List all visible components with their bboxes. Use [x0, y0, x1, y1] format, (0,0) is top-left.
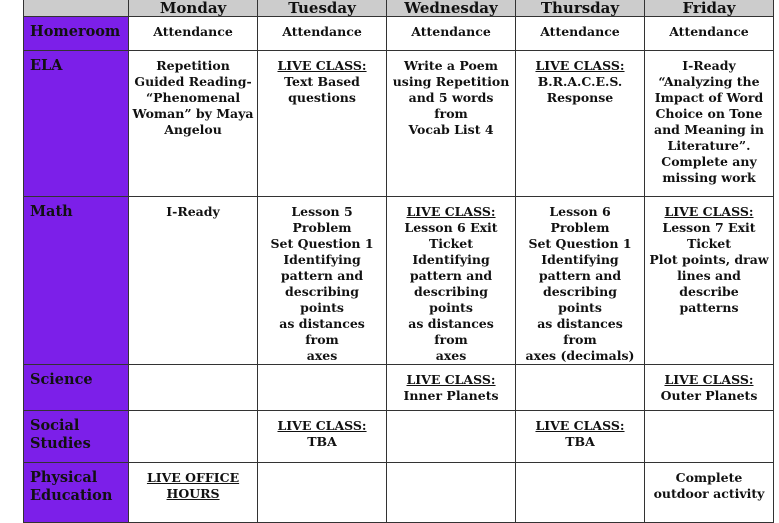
cell-text-line: Vocab List 4 — [408, 122, 494, 137]
schedule-cell — [387, 463, 516, 523]
day-header: Thursday — [516, 0, 645, 17]
cell-text-line: Guided Reading- — [134, 74, 252, 89]
schedule-row — [24, 365, 774, 411]
cell-text-line: and Meaning in — [653, 122, 764, 137]
schedule-cell — [258, 463, 387, 523]
subject-label — [24, 463, 129, 523]
schedule-cell — [129, 365, 258, 411]
cell-text-line: Set Question 1 — [528, 236, 632, 251]
live-class-link[interactable]: LIVE CLASS: — [535, 58, 625, 73]
cell-text-line: Inner Planets — [403, 388, 499, 403]
cell-text-line: axes — [435, 348, 467, 363]
schedule-cell — [644, 463, 773, 523]
schedule-cell — [516, 411, 645, 463]
subject-label-line: Studies — [30, 435, 91, 452]
cell-text-line: Lesson 6 Problem — [549, 204, 611, 235]
subject-label — [24, 365, 129, 411]
weekly-schedule-table — [23, 0, 774, 523]
live-class-link[interactable]: LIVE CLASS: — [664, 204, 754, 219]
schedule-row — [24, 411, 774, 463]
cell-text-line: and 5 words from — [408, 90, 494, 121]
cell-text-line: Set Question 1 — [270, 236, 374, 251]
cell-text-line: “Analyzing the — [658, 74, 760, 89]
cell-text-line: describe patterns — [679, 284, 739, 315]
cell-text-line: Attendance — [669, 24, 749, 39]
cell-text-line: Identifying — [541, 252, 619, 267]
schedule-cell — [129, 411, 258, 463]
subject-label-line: Education — [30, 487, 113, 504]
cell-text-line: Ticket — [686, 236, 732, 251]
subject-label-line: Science — [30, 371, 93, 388]
subject-label — [24, 17, 129, 51]
cell-text-line: Outer Planets — [660, 388, 758, 403]
cell-text-line: Identifying — [412, 252, 490, 267]
cell-text-line: as distances from — [279, 316, 365, 347]
live-class-link[interactable]: LIVE CLASS: — [664, 372, 754, 387]
schedule-cell — [644, 365, 773, 411]
cell-text-line: as distances from — [408, 316, 494, 347]
live-class-link[interactable]: LIVE CLASS: — [277, 418, 367, 433]
cell-text-line: describing points — [542, 284, 617, 315]
cell-text-line: Ticket — [428, 236, 474, 251]
header-row — [24, 0, 774, 17]
cell-text-line: describing points — [285, 284, 360, 315]
schedule-row — [24, 463, 774, 523]
cell-text-line: axes — [306, 348, 338, 363]
cell-text-line: Response — [546, 90, 614, 105]
schedule-cell — [258, 197, 387, 365]
subject-label-line: Math — [30, 203, 73, 220]
day-header: Monday — [129, 0, 258, 17]
cell-text-line: Write a Poem — [404, 58, 498, 73]
cell-text-line: TBA — [565, 434, 595, 449]
schedule-cell — [387, 365, 516, 411]
schedule-cell — [129, 17, 258, 51]
cell-text-line: Lesson 6 Exit — [404, 220, 498, 235]
cell-text-line: pattern and — [280, 268, 364, 283]
cell-text-line: Identifying — [283, 252, 361, 267]
cell-text-line: Complete any — [661, 154, 757, 169]
cell-text-line: Choice on Tone — [655, 106, 763, 121]
cell-text-line: pattern and — [409, 268, 493, 283]
subject-label — [24, 197, 129, 365]
subject-label-line: ELA — [30, 57, 63, 74]
schedule-cell — [129, 51, 258, 197]
subject-label-line: Social — [30, 417, 80, 434]
schedule-cell — [644, 197, 773, 365]
cell-text-line: Repetition — [156, 58, 230, 73]
schedule-cell — [129, 463, 258, 523]
cell-text-line: using Repetition — [392, 74, 510, 89]
live-class-link[interactable]: LIVE CLASS: — [406, 204, 496, 219]
cell-text-line: Attendance — [153, 24, 233, 39]
cell-text-line: Literature”. — [667, 138, 751, 153]
schedule-cell — [258, 17, 387, 51]
cell-text-line: axes (decimals) — [525, 348, 635, 363]
cell-text-line: Woman” by Maya — [132, 106, 254, 121]
schedule-cell — [387, 411, 516, 463]
schedule-cell — [387, 197, 516, 365]
live-class-link[interactable]: LIVE CLASS: — [277, 58, 367, 73]
cell-text-line: pattern and — [538, 268, 622, 283]
cell-text-line: Lesson 5 Problem — [291, 204, 353, 235]
schedule-cell — [516, 365, 645, 411]
schedule-row — [24, 17, 774, 51]
cell-text-line: Attendance — [540, 24, 620, 39]
schedule-cell — [516, 197, 645, 365]
header-corner — [24, 0, 129, 17]
cell-text-line: I-Ready — [682, 58, 736, 73]
cell-text-line: Complete — [675, 470, 743, 485]
cell-text-line: questions — [288, 90, 356, 105]
cell-text-line: Lesson 7 Exit — [662, 220, 756, 235]
cell-text-line: Angelou — [164, 122, 222, 137]
day-header: Friday — [644, 0, 773, 17]
subject-label — [24, 51, 129, 197]
cell-text-line: describing points — [414, 284, 488, 315]
cell-text-line: outdoor activity — [653, 486, 765, 501]
inline-live-line — [519, 418, 641, 450]
day-header: Tuesday — [258, 0, 387, 17]
cell-text-line: missing work — [662, 170, 756, 185]
live-class-link[interactable]: LIVE CLASS: — [406, 372, 496, 387]
cell-text-line: Attendance — [282, 24, 362, 39]
day-header: Wednesday — [387, 0, 516, 17]
schedule-cell — [258, 51, 387, 197]
cell-text-line: “Phenomenal — [145, 90, 241, 105]
schedule-cell — [516, 17, 645, 51]
live-office-hours-link[interactable]: HOURS — [166, 486, 220, 501]
cell-text-line: TBA — [307, 434, 337, 449]
live-class-link[interactable]: LIVE CLASS: — [535, 418, 625, 433]
schedule-cell — [644, 411, 773, 463]
schedule-cell — [644, 51, 773, 197]
schedule-cell — [258, 365, 387, 411]
cell-text-line: lines and — [677, 268, 741, 283]
schedule-cell — [129, 197, 258, 365]
cell-text-line: I-Ready — [166, 204, 220, 219]
cell-text-line: as distances from — [537, 316, 623, 347]
cell-text-line: Text Based — [284, 74, 360, 89]
schedule-cell — [644, 17, 773, 51]
cell-text-line: Impact of Word — [654, 90, 764, 105]
schedule-cell — [387, 51, 516, 197]
live-office-hours-link[interactable]: LIVE OFFICE — [146, 470, 240, 485]
cell-text-line: Plot points, draw — [649, 252, 769, 267]
schedule-row — [24, 51, 774, 197]
cell-text-line: Attendance — [411, 24, 491, 39]
schedule-row — [24, 197, 774, 365]
schedule-cell — [516, 463, 645, 523]
schedule-cell — [258, 411, 387, 463]
cell-text-line: B.R.A.C.E.S. — [537, 74, 623, 89]
schedule-cell — [387, 17, 516, 51]
subject-label-line: Homeroom — [30, 23, 121, 40]
subject-label — [24, 411, 129, 463]
subject-label-line: Physical — [30, 469, 98, 486]
schedule-cell — [516, 51, 645, 197]
